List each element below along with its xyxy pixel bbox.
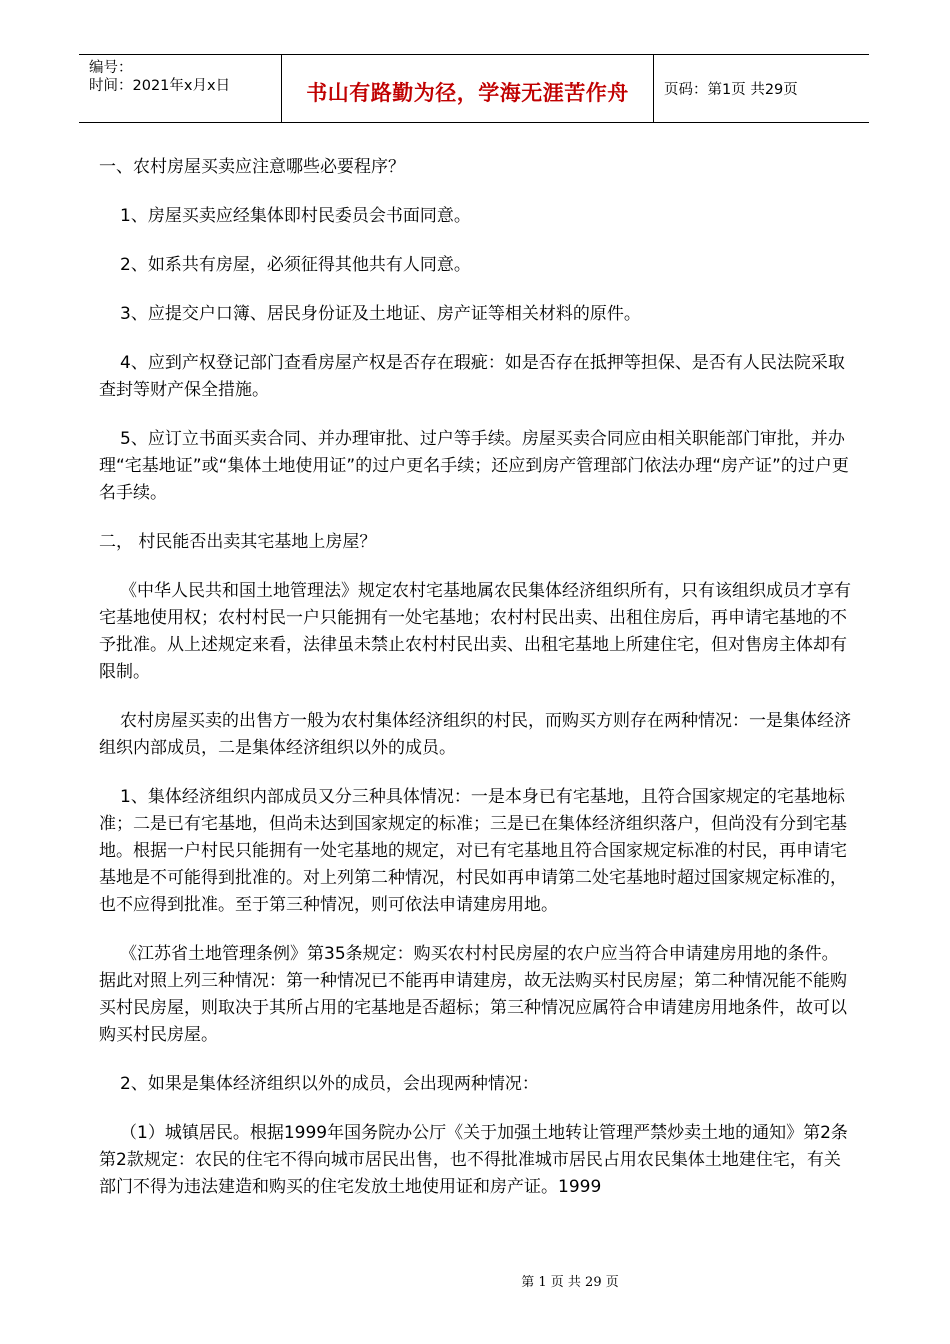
section-heading: 一、农村房屋买卖应注意哪些必要程序？: [99, 157, 405, 177]
page-footer: 第 1 页 共 29 页: [521, 1275, 619, 1290]
header-meta-cell: [79, 55, 282, 122]
paragraph: （1）城镇居民。根据1999年国务院办公厅《关于加强土地转让管理严禁炒卖土地的通知》第2条第2款规定：农民的住宅不得向城市居民出售，也不得批准城市居民占用农民集体土地建住宅，有关部门不得为违法建造和购买的住宅发放土地使用证和房产证。1999: [99, 1123, 848, 1197]
paragraph: 4、应到产权登记部门查看房屋产权是否存在瑕疵：如是否存在抵押等担保、是否有人民法院采取查封等财产保全措施。: [99, 353, 845, 400]
paragraph: 《中华人民共和国土地管理法》规定农村宅基地属农民集体经济组织所有，只有该组织成员才享有宅基地使用权；农村村民一户只能拥有一处宅基地；农村村民出卖、出租住房后，再申请宅基地的不予批准。从上述规定来看，法律虽未禁止农村村民出卖、出租宅基地上所建住宅，但对售房主体却有限制。: [99, 581, 851, 682]
paragraph: 2、如系共有房屋，必须征得其他共有人同意。: [120, 255, 471, 275]
paragraph: 5、应订立书面买卖合同、并办理审批、过户等手续。房屋买卖合同应由相关职能部门审批，并办理“宅基地证”或“集体土地使用证”的过户更名手续；还应到房产管理部门依法办理“房产证”的过户更名手续。: [99, 429, 849, 503]
section-heading: 二， 村民能否出卖其宅基地上房屋？: [99, 532, 377, 552]
paragraph: 农村房屋买卖的出售方一般为农村集体经济组织的村民，而购买方则存在两种情况：一是集体经济组织内部成员，二是集体经济组织以外的成员。: [99, 711, 851, 758]
paragraph: 3、应提交户口簿、居民身份证及土地证、房产证等相关材料的原件。: [120, 304, 641, 324]
paragraph: 1、集体经济组织内部成员又分三种具体情况：一是本身已有宅基地，且符合国家规定的宅基地标准；二是已有宅基地，但尚未达到国家规定的标准；三是已在集体经济组织落户，但尚没有分到宅基地。根据一户村民只能拥有一处宅基地的规定，对已有宅基地且符合国家规定标准的村民，再申请宅基地是不可能得到批准的。对上列第二种情况，村民如再申请第二处宅基地时超过国家规定标准的，也不应得到批准。至于第三种情况，则可依法申请建房用地。: [99, 787, 847, 915]
paragraph: 《江苏省土地管理条例》第35条规定：购买农村村民房屋的农户应当符合申请建房用地的条件。据此对照上列三种情况：第一种情况已不能再申请建房，故无法购买村民房屋；第二种情况能不能购买村民房屋，则取决于其所占用的宅基地是否超标；第三种情况应属符合申请建房用地条件，故可以购买村民房屋。: [99, 944, 847, 1045]
header-page-info: 页码：第1页 共29页: [664, 82, 798, 98]
header-motto: 书山有路勤为径，学海无涯苦作舟: [282, 55, 654, 122]
paragraph: 1、房屋买卖应经集体即村民委员会书面同意。: [120, 206, 471, 226]
document-body: [99, 154, 851, 1223]
number-label: 编号：: [89, 60, 133, 76]
paragraph: 2、如果是集体经济组织以外的成员，会出现两种情况：: [120, 1074, 539, 1094]
time-label: 时间：2021年x月x日: [89, 78, 231, 94]
document-header: [79, 54, 869, 123]
